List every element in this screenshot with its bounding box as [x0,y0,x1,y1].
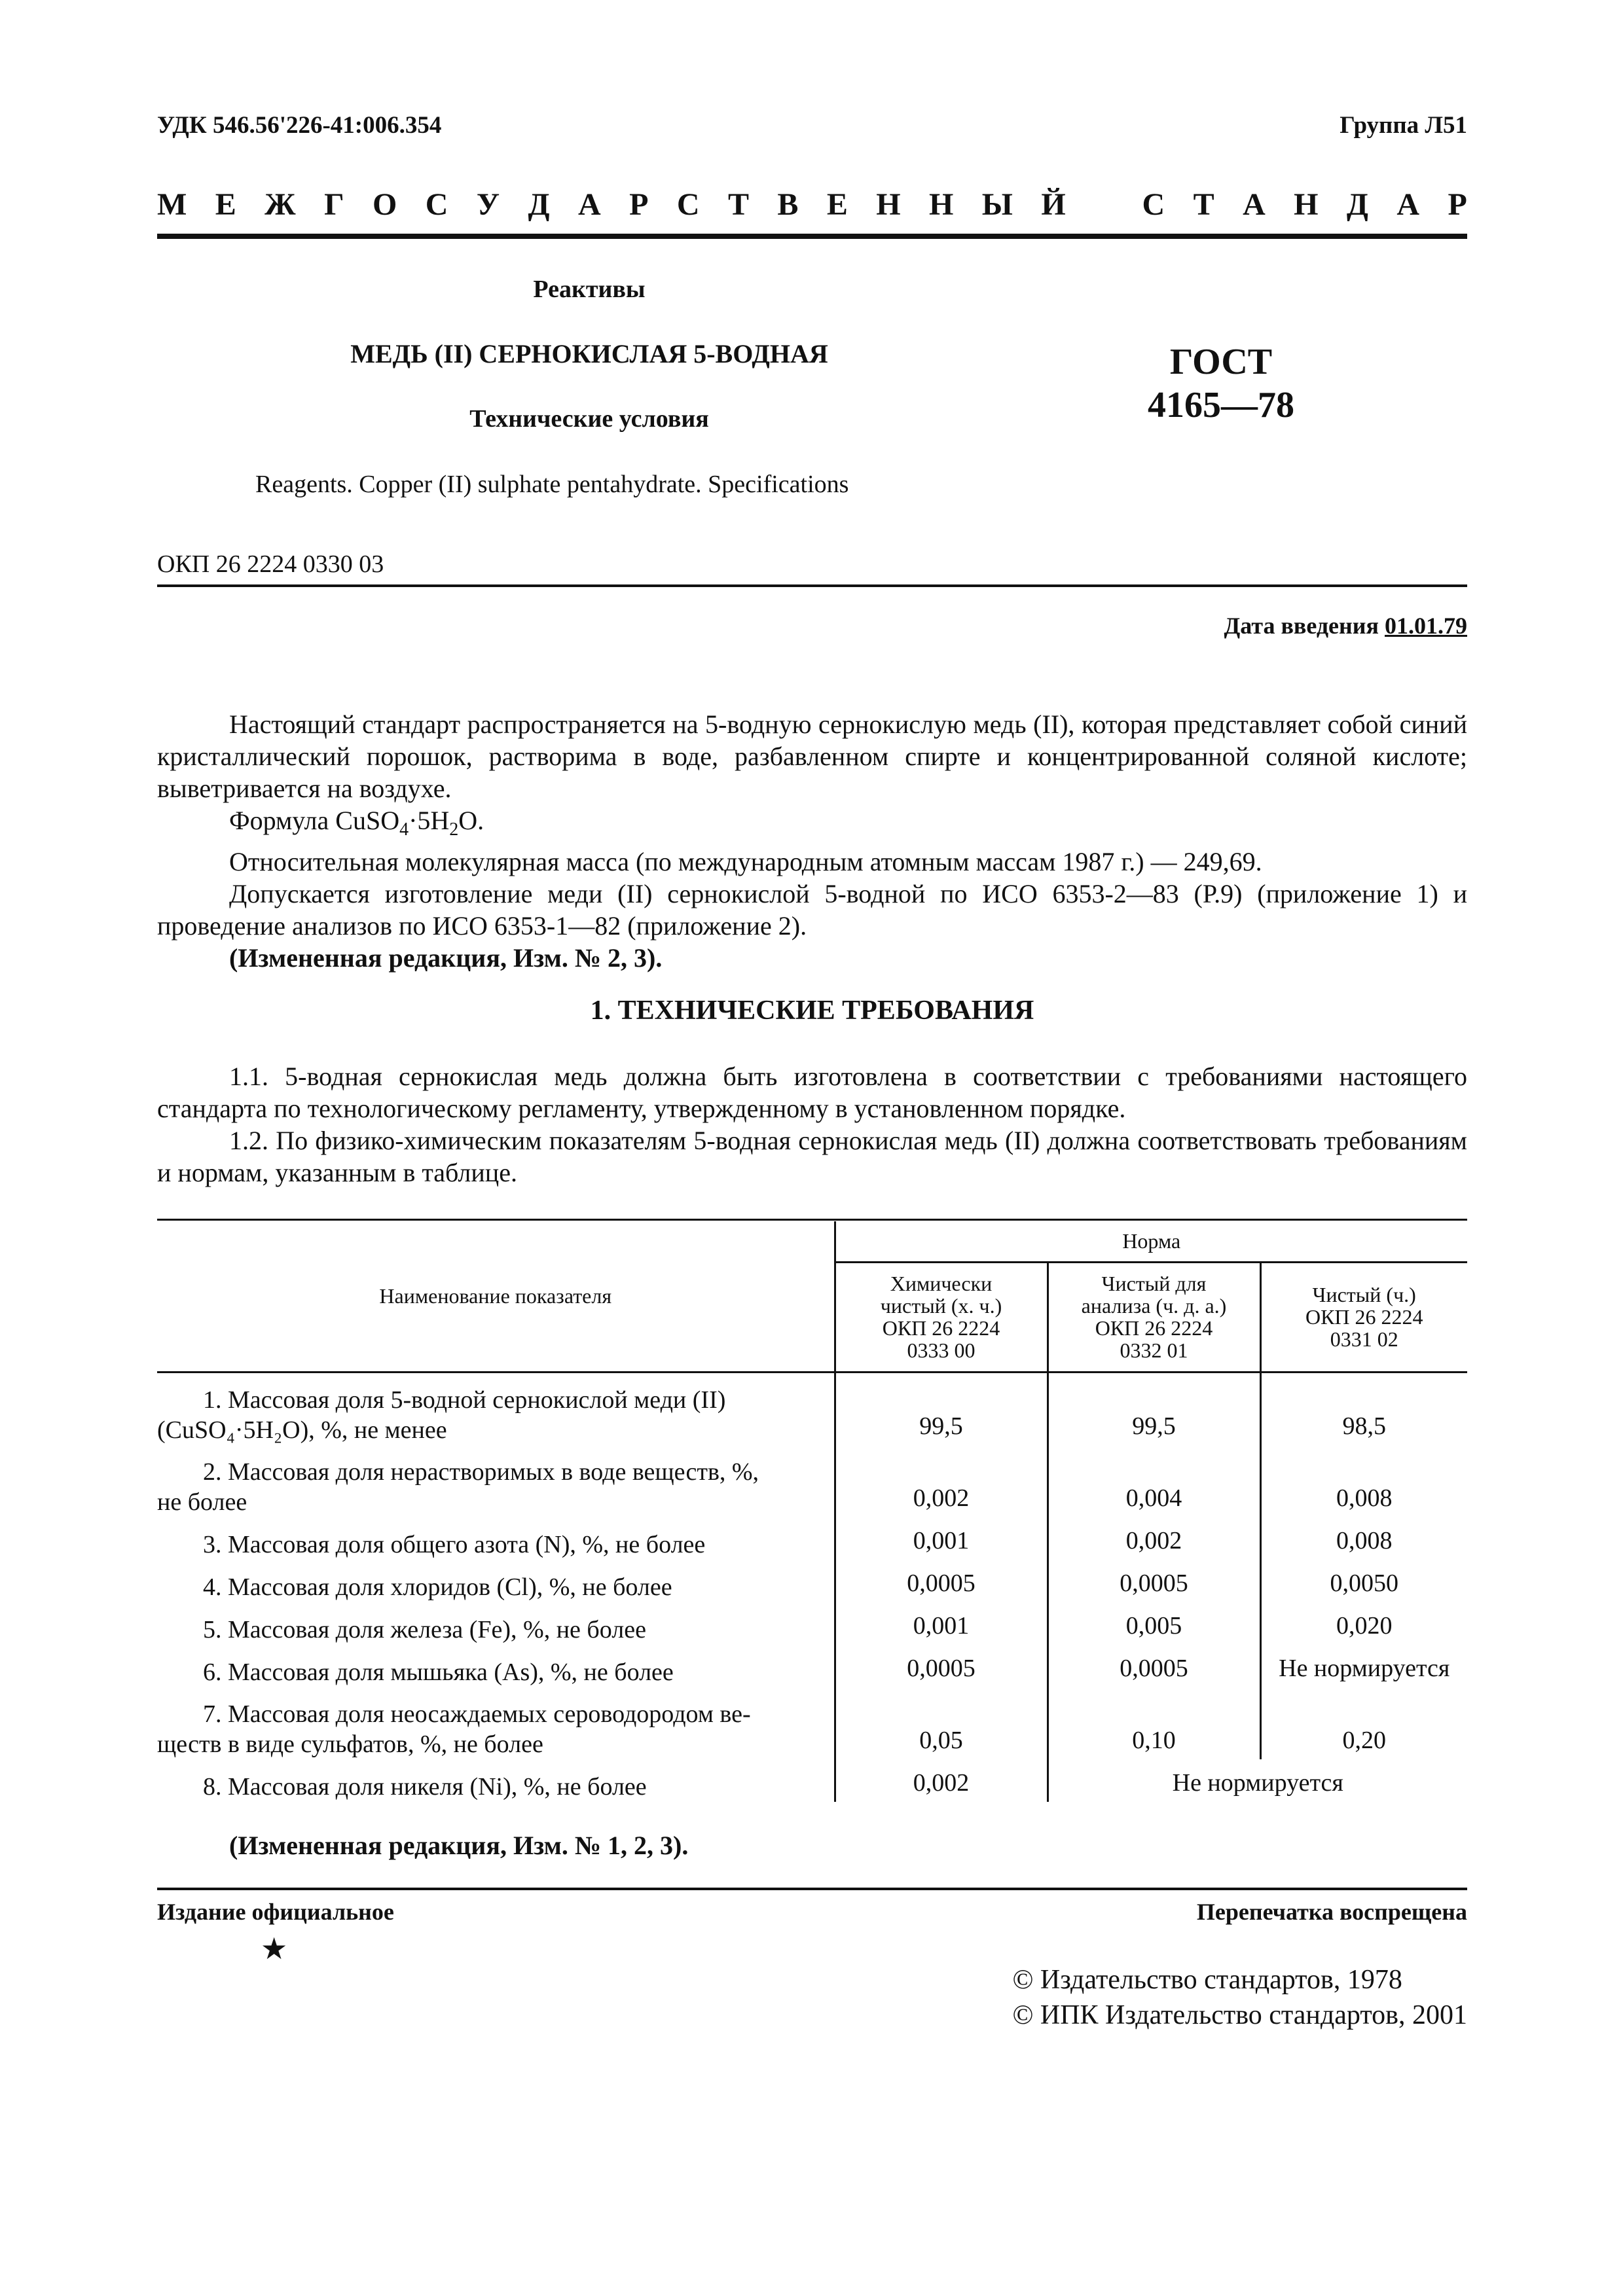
group-code: Группа Л51 [1340,112,1467,139]
heading-letter: Т [727,187,749,222]
star-icon: ★ [261,1932,288,1965]
heading-letter: М [157,187,187,222]
column-header-norm: Норма [835,1221,1467,1262]
gost-number-block [1113,340,1329,427]
copyright-block [1012,1962,1467,2033]
heading-letter: Й [1041,187,1066,222]
table-row: 8. Массовая доля никеля (Ni), %, не более 0,002 Не нормируется [157,1759,1467,1802]
column-header-analytical-grade: Чистый для анализа (ч. д. а.) ОКП 26 2224 0332 01 [1048,1262,1260,1372]
table-row: 1. Массовая доля 5-водной сернокислой меди (II) (CuSO₄·5H₂O), %, не менее 99,5 99,5 98,5 [157,1380,1467,1445]
heading-letter: С [1142,187,1165,222]
gost-number: 4165—78 [1148,385,1294,425]
table-row: 5. Массовая доля железа (Fe), %, не более 0,001 0,005 0,020 [157,1602,1467,1645]
heading-letter: Р [1448,187,1467,222]
reagents-label: Реактивы [533,276,646,303]
iso-paragraph: Допускается изготовление меди (II) сернокислой 5-водной по ИСО 6353-2—83 (Р.9) (приложение 1) и проведение анализов по ИСО 6353-1—82 (приложение 2). [157,879,1467,941]
okp-rule [157,584,1467,587]
heading-letter: Н [1294,187,1319,222]
heading-letter: Ы [981,187,1013,222]
date-value: 01.01.79 [1385,613,1467,639]
reprint-prohibited: Перепечатка воспрещена [1196,1899,1467,1925]
section-text [157,1060,1467,1189]
date-label: Дата введения [1224,613,1379,639]
heading-rule [157,234,1467,239]
molar-mass-line: Относительная молекулярная масса (по международным атомным массам 1987 г.) — 249,69. [229,847,1262,876]
official-edition: Издание официальное [157,1899,394,1925]
heading-letter: У [476,187,500,222]
copyright-1978: © Издательство стандартов, 1978 [1012,1965,1402,1995]
heading-letter: А [578,187,601,222]
column-header-pure: Чистый (ч.) ОКП 26 2224 0331 02 [1260,1262,1467,1372]
heading-letter: Н [929,187,954,222]
column-header-name: Наименование показателя [379,1284,612,1308]
heading-letter: Г [324,187,344,222]
heading-letter: С [676,187,700,222]
footer-rule [157,1888,1467,1890]
heading-letter: Н [876,187,901,222]
table-row: 3. Массовая доля общего азота (N), %, не более 0,001 0,002 0,008 [157,1517,1467,1560]
norms-table [157,1221,1467,1802]
formula-line: Формула $CuSO_4\cdot 5H_2O$. [229,806,484,840]
okp-code: ОКП 26 2224 0330 03 [157,550,384,578]
clause-1-2: 1.2. По физико-химическим показателям 5-водная сернокислая медь (II) должна соответствовать требованиям и нормам, указанным в таблице. [157,1126,1467,1187]
table-row: 7. Массовая доля неосаждаемых сероводородом ве- ществ в виде сульфатов, %, не более 0,05 0,10 0,20 [157,1687,1467,1759]
heading-letter: Т [1193,187,1214,222]
clause-1-1: 1.1. 5-водная сернокислая медь должна быть изготовлена в соответствии с требованиями настоящего стандарта по технологическому регламенту, утвержденному в установленном порядке. [157,1062,1467,1123]
heading-gap [1094,187,1114,223]
introduction-date [1224,612,1468,639]
heading-letter: С [425,187,448,222]
udk-code: УДК 546.56'226-41:006.354 [157,112,442,139]
document-title: МЕДЬ (II) СЕРНОКИСЛАЯ 5-ВОДНАЯ [350,339,828,368]
heading-letter: А [1243,187,1266,222]
heading-letter: Е [215,187,236,222]
heading-letter: В [777,187,799,222]
document-subtitle: Технические условия [469,405,709,433]
heading-letter: Д [1346,187,1368,222]
english-title: Reagents. Copper (II) sulphate pentahydrate. Specifications [255,471,849,498]
heading-letter: Ж [264,187,296,222]
heading-letter: О [373,187,397,222]
amendment-note: (Измененная редакция, Изм. № 2, 3). [229,943,663,973]
intro-text [157,708,1467,974]
heading-letter: Р [629,187,649,222]
table-top-rule [157,1219,1467,1221]
heading-letter: А [1396,187,1420,222]
table-row: 4. Массовая доля хлоридов (Cl), %, не более 0,0005 0,0005 0,0050 [157,1560,1467,1602]
gost-label: ГОСТ [1169,342,1273,382]
section-heading: 1. ТЕХНИЧЕСКИЕ ТРЕБОВАНИЯ [590,996,1034,1026]
column-header-chemically-pure: Химически чистый (х. ч.) ОКП 26 2224 0333 00 [835,1262,1048,1372]
interstate-standard-heading [157,187,1467,223]
table-amendment-text: (Измененная редакция, Изм. № 1, 2, 3). [229,1831,689,1860]
table-row: 6. Массовая доля мышьяка (As), %, не более 0,0005 0,0005 Не нормируется [157,1645,1467,1687]
copyright-2001: © ИПК Издательство стандартов, 2001 [1012,2000,1467,2030]
heading-letter: Д [528,187,550,222]
table-amendment-note [157,1829,1467,1861]
heading-letter: Е [826,187,848,222]
intro-paragraph: Настоящий стандарт распространяется на 5-водную сернокислую медь (II), которая представляет собой синий кристаллический порошок, растворима в воде, разбавленном спирте и концентрированной соляной кислоте; выветривается на воздухе. [157,709,1467,803]
table-row: 2. Массовая доля нерастворимых в воде веществ, %, не более 0,002 0,004 0,008 [157,1445,1467,1517]
